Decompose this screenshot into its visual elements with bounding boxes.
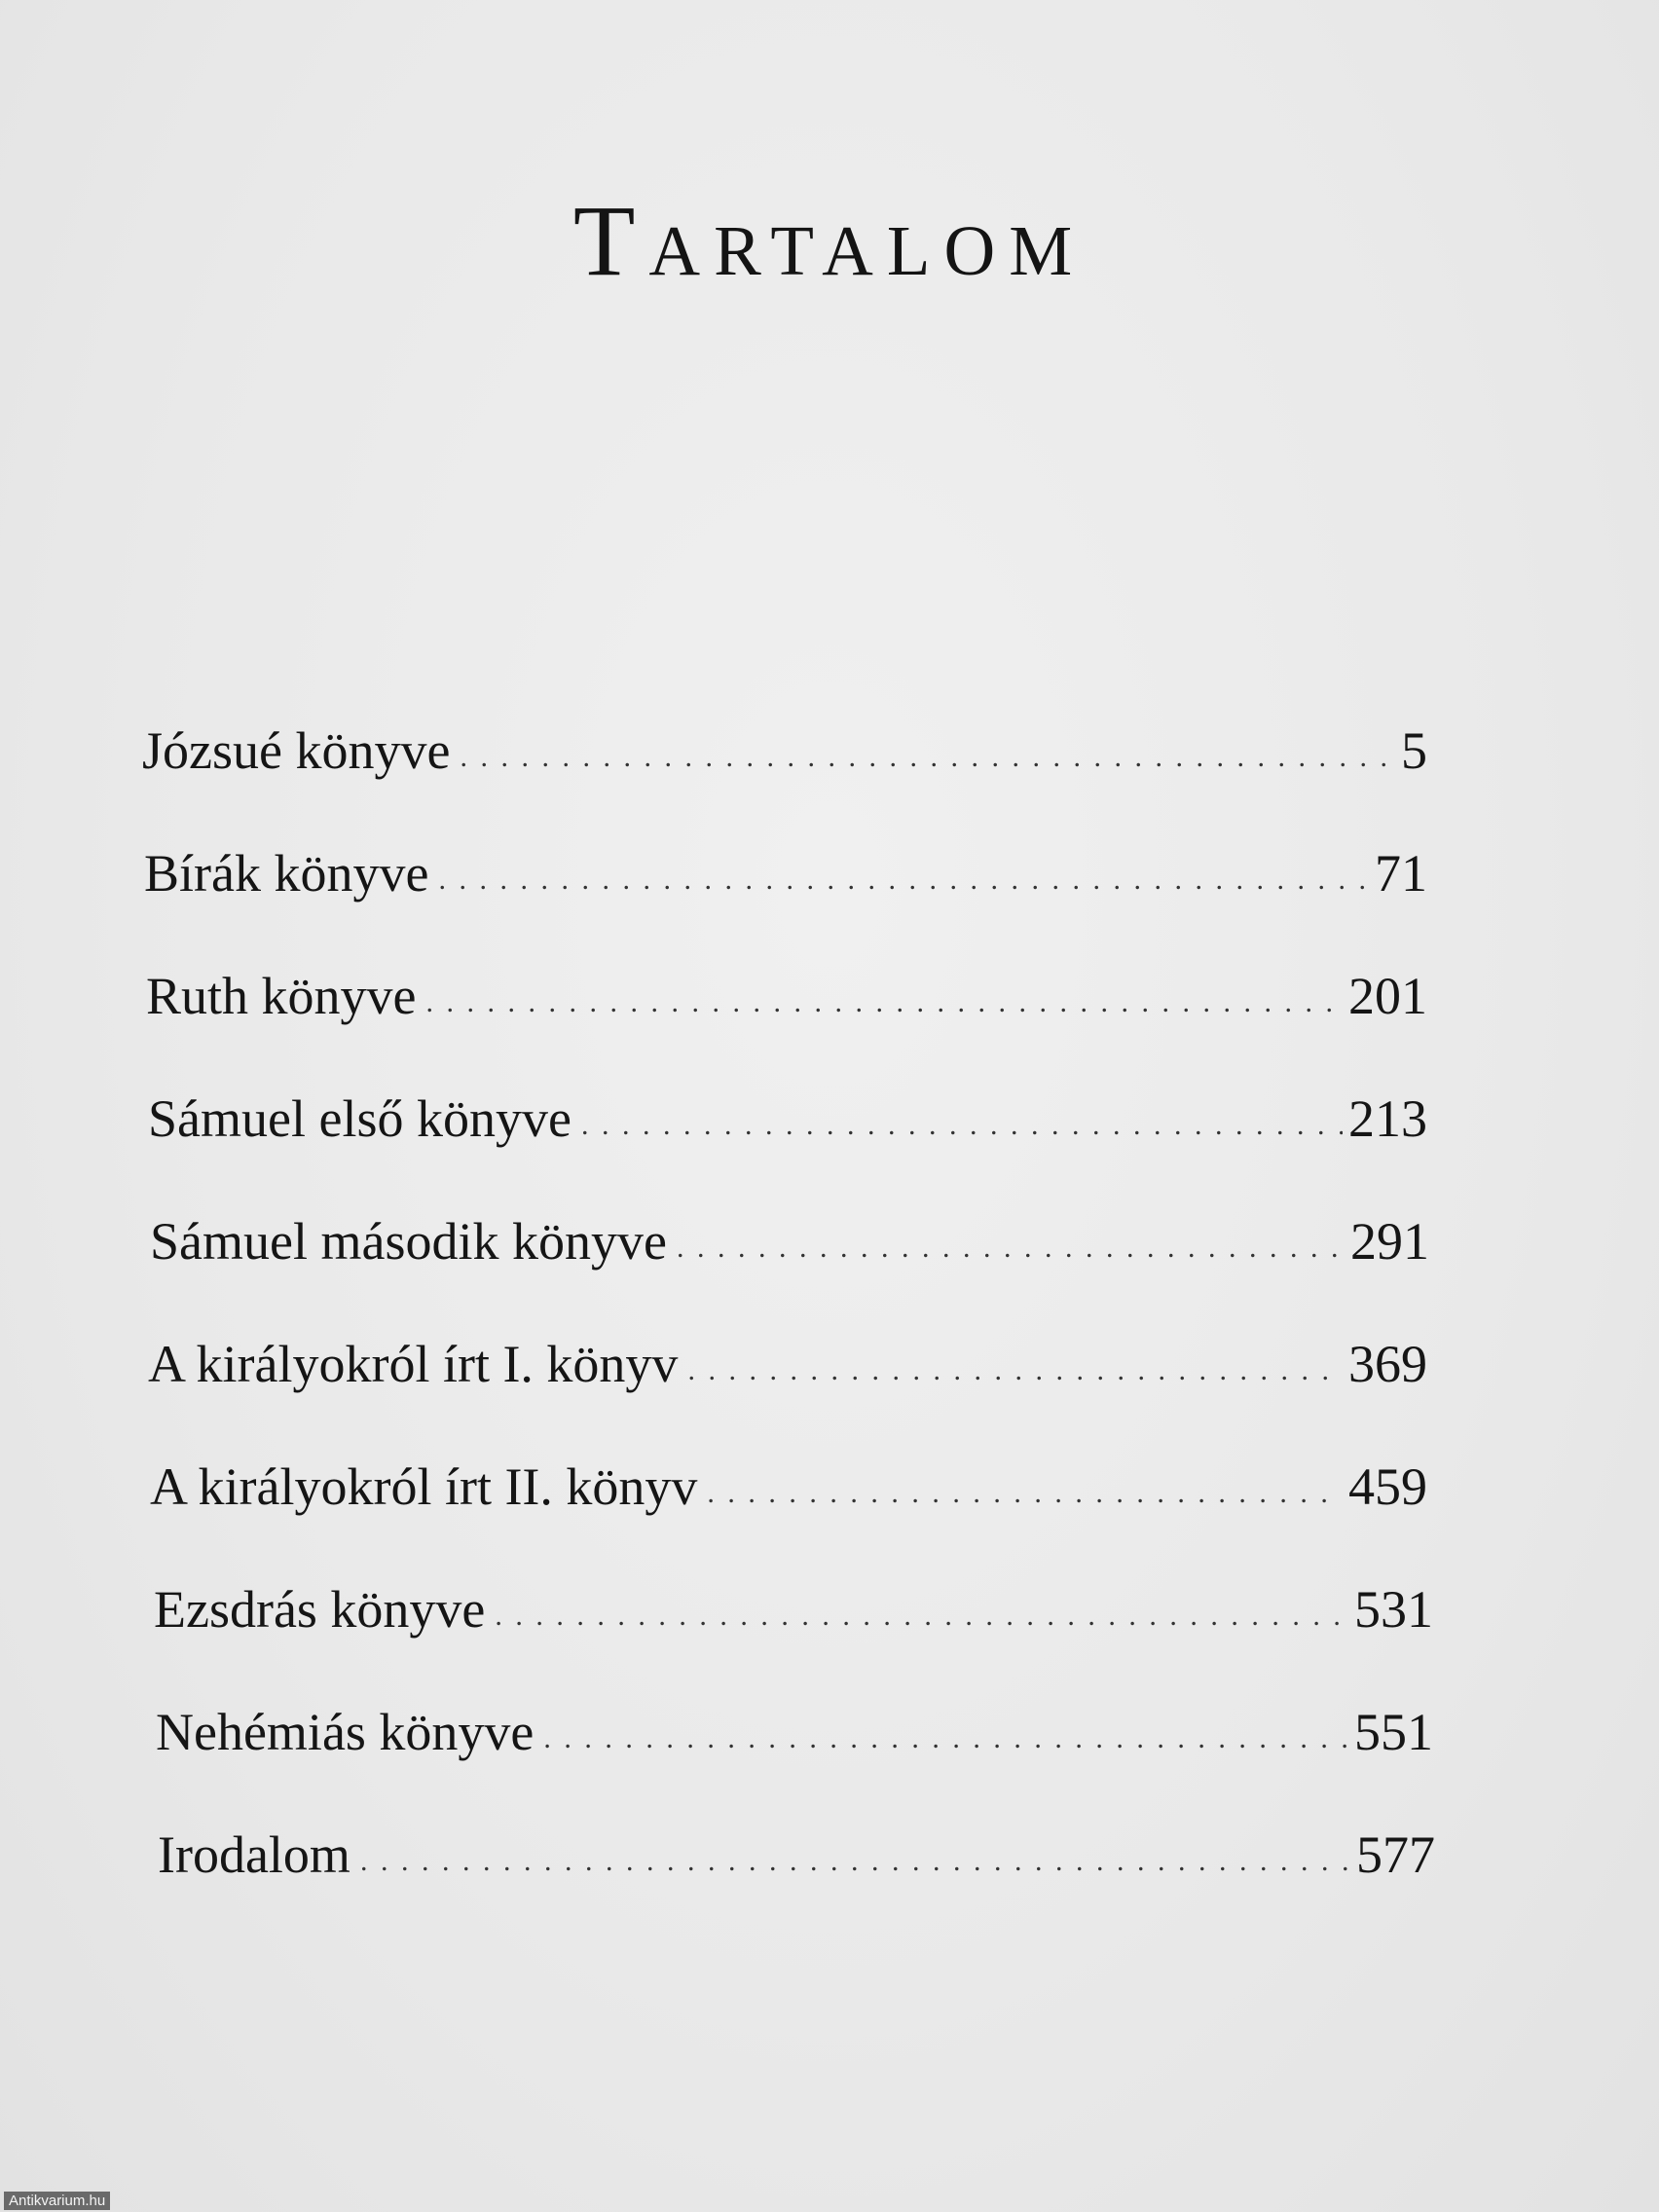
toc-entry-page: 531	[1354, 1580, 1433, 1639]
toc-entry-page: 459	[1348, 1457, 1427, 1516]
toc-entry-title: Nehémiás könyve	[156, 1703, 535, 1761]
dot-leader	[438, 864, 1369, 897]
toc-entry	[154, 1579, 1433, 1640]
dot-leader	[543, 1722, 1348, 1755]
toc-entry-page: 201	[1348, 967, 1427, 1025]
dot-leader	[677, 1232, 1345, 1265]
toc-entry-title: A királyokról írt I. könyv	[148, 1335, 679, 1393]
toc-entry-title: Sámuel második könyve	[150, 1212, 667, 1271]
toc-entry	[144, 843, 1427, 903]
toc-entry-title: Sámuel első könyve	[148, 1089, 571, 1148]
toc-entry-page: 5	[1401, 721, 1427, 780]
toc-entry-title: Bírák könyve	[144, 844, 429, 903]
dot-leader	[687, 1354, 1343, 1387]
toc-entry-page: 291	[1350, 1212, 1429, 1271]
toc-entry-page: 71	[1375, 844, 1427, 903]
toc-entry	[148, 1334, 1427, 1394]
toc-entry	[156, 1702, 1433, 1762]
toc-entry-page: 551	[1354, 1703, 1433, 1761]
toc-entry-title: Ruth könyve	[146, 967, 417, 1025]
toc-entry	[150, 1456, 1427, 1517]
dot-leader	[495, 1600, 1348, 1633]
toc-entry-title: Józsué könyve	[142, 721, 451, 780]
toc-entry	[150, 1211, 1429, 1272]
watermark: Antikvarium.hu	[4, 2192, 110, 2210]
dot-leader	[581, 1109, 1343, 1142]
toc-entry	[146, 966, 1427, 1026]
toc-entry-page: 369	[1348, 1335, 1427, 1393]
toc-entry-page: 213	[1348, 1089, 1427, 1148]
toc-entry-page: 577	[1356, 1825, 1435, 1884]
toc-entry-title: Ezsdrás könyve	[154, 1580, 486, 1639]
dot-leader	[460, 741, 1395, 774]
toc-entry	[158, 1825, 1435, 1885]
toc-entry-title: A királyokról írt II. könyv	[150, 1457, 698, 1516]
dot-leader	[360, 1845, 1350, 1878]
toc-entry	[142, 720, 1427, 781]
dot-leader	[426, 986, 1344, 1019]
toc-entry-title: Irodalom	[158, 1825, 350, 1884]
page-title: Tartalom	[572, 184, 1087, 297]
dot-leader	[707, 1477, 1343, 1510]
toc-entry	[148, 1088, 1427, 1149]
